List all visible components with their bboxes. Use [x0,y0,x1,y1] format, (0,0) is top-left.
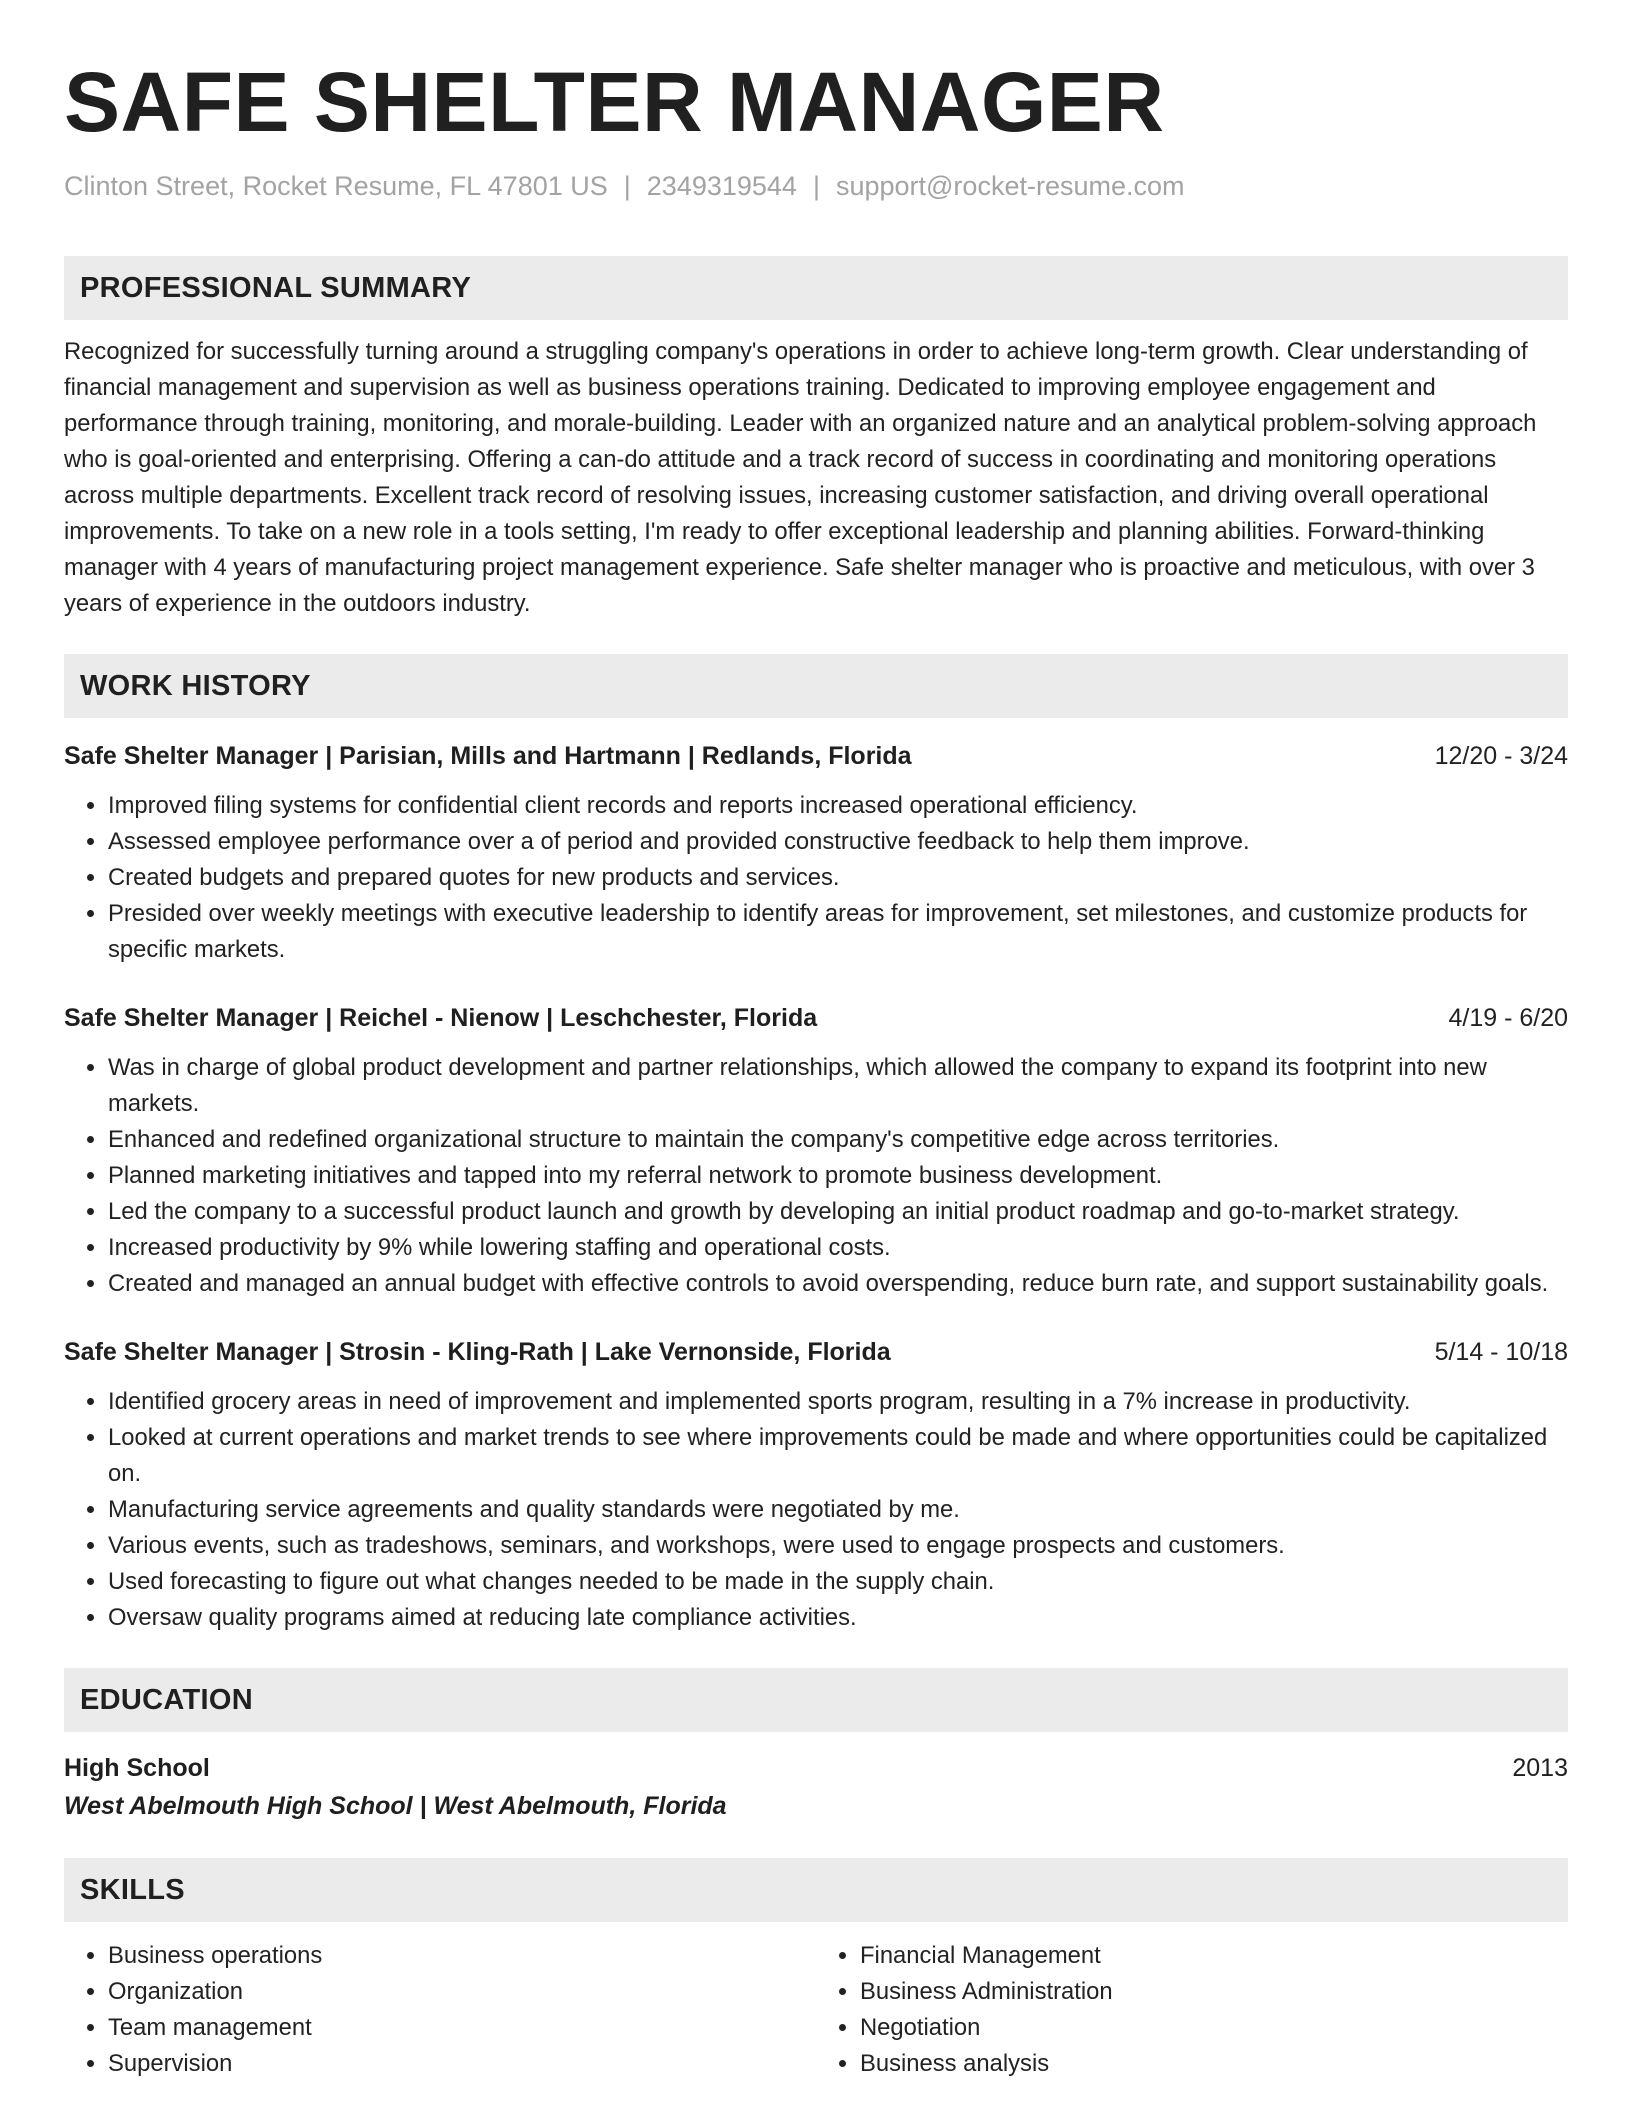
job-bullet: • Identified grocery areas in need of improvement and implemented sports program, resulting in a 7% increase in productivity. [108,1384,1568,1420]
education-entry [64,1750,1568,1786]
job-dates: 4/19 - 6/20 [1448,1004,1568,1032]
job-bullets [64,1384,1568,1636]
skills-column-right [816,1938,1568,2082]
job-title: Safe Shelter Manager | Parisian, Mills and Hartmann | Redlands, Florida [64,742,912,770]
skill-item: • Negotiation [860,2010,1568,2046]
job-bullets [64,788,1568,968]
job-bullet: • Manufacturing service agreements and quality standards were negotiated by me. [108,1492,1568,1528]
skill-item: • Business analysis [860,2046,1568,2082]
contact-separator: | [812,171,820,201]
job-bullet: • Led the company to a successful product launch and growth by developing an initial product roadmap and go-to-market strategy. [108,1194,1568,1230]
job-bullet: • Assessed employee performance over a of period and provided constructive feedback to help them improve. [108,824,1568,860]
job-header [64,1334,1568,1370]
skill-item: • Business Administration [860,1974,1568,2010]
job-title: Safe Shelter Manager | Reichel - Nienow | Leschchester, Florida [64,1004,818,1032]
job-bullet: • Enhanced and redefined organizational structure to maintain the company's competitive edge across territories. [108,1122,1568,1158]
skill-item: • Organization [108,1974,816,2010]
skill-item: • Team management [108,2010,816,2046]
job-bullet: • Various events, such as tradeshows, seminars, and workshops, were used to engage prospects and customers. [108,1528,1568,1564]
job-title: Safe Shelter Manager | Strosin - Kling-Rath | Lake Vernonside, Florida [64,1338,891,1366]
job-bullet: • Improved filing systems for confidential client records and reports increased operational efficiency. [108,788,1568,824]
candidate-name: SAFE SHELTER MANAGER [64,55,1165,149]
skill-item: • Business operations [108,1938,816,1974]
job-bullet: • Created budgets and prepared quotes for new products and services. [108,860,1568,896]
contact-email: support@rocket-resume.com [835,171,1185,201]
skills-column-left [64,1938,816,2082]
job-bullet: • Planned marketing initiatives and tapped into my referral network to promote business development. [108,1158,1568,1194]
job-entry [64,1000,1568,1302]
skill-item: • Financial Management [860,1938,1568,1974]
job-bullet: • Looked at current operations and market trends to see where improvements could be made and where opportunities could be capitalized on. [108,1420,1568,1492]
section-header-skills: SKILLS [64,1858,1568,1922]
contact-line [64,168,1568,204]
job-dates: 12/20 - 3/24 [1434,742,1568,770]
job-header [64,738,1568,774]
section-header-summary: PROFESSIONAL SUMMARY [64,256,1568,320]
contact-address: Clinton Street, Rocket Resume, FL 47801 US [64,171,608,201]
skill-item: • Supervision [108,2046,816,2082]
job-bullet: • Used forecasting to figure out what changes needed to be made in the supply chain. [108,1564,1568,1600]
education-school: West Abelmouth High School | West Abelmouth, Florida [64,1792,727,1820]
job-entry [64,1334,1568,1636]
job-entry [64,738,1568,968]
section-header-work-history: WORK HISTORY [64,654,1568,718]
summary-text: Recognized for successfully turning around a struggling company's operations in order to achieve long-term growth. Clear understanding of financial management and supervision as well as business operations training. Dedicated to improving employee engagement and performance through training, monitoring, and morale-building. Leader with an organized nature and an analytical problem-solving approach who is goal-oriented and enterprising. Offering a can-do attitude and a track record of success in coordinating and monitoring operations across multiple departments. Excellent track record of resolving issues, increasing customer satisfaction, and driving overall operational improvements. To take on a new role in a tools setting, I'm ready to offer exceptional leadership and planning abilities. Forward-thinking manager with 4 years of manufacturing project management experience. Safe shelter manager who is proactive and meticulous, with over 3 years of experience in the outdoors industry. [64,338,1537,617]
section-header-education: EDUCATION [64,1668,1568,1732]
education-year: 2013 [1512,1754,1568,1782]
job-bullet: • Oversaw quality programs aimed at reducing late compliance activities. [108,1600,1568,1636]
job-bullet: • Presided over weekly meetings with executive leadership to identify areas for improvement, set milestones, and customize products for specific markets. [108,896,1568,968]
job-bullet: • Created and managed an annual budget with effective controls to avoid overspending, reduce burn rate, and support sustainability goals. [108,1266,1568,1302]
skills-list [64,1938,1568,2082]
contact-separator: | [623,171,631,201]
job-dates: 5/14 - 10/18 [1434,1338,1568,1366]
job-bullet: • Increased productivity by 9% while lowering staffing and operational costs. [108,1230,1568,1266]
job-bullet: • Was in charge of global product development and partner relationships, which allowed the company to expand its footprint into new markets. [108,1050,1568,1122]
job-header [64,1000,1568,1036]
contact-phone: 2349319544 [646,171,797,201]
education-degree: High School [64,1754,210,1782]
job-bullets [64,1050,1568,1302]
resume-page [64,52,1568,2082]
